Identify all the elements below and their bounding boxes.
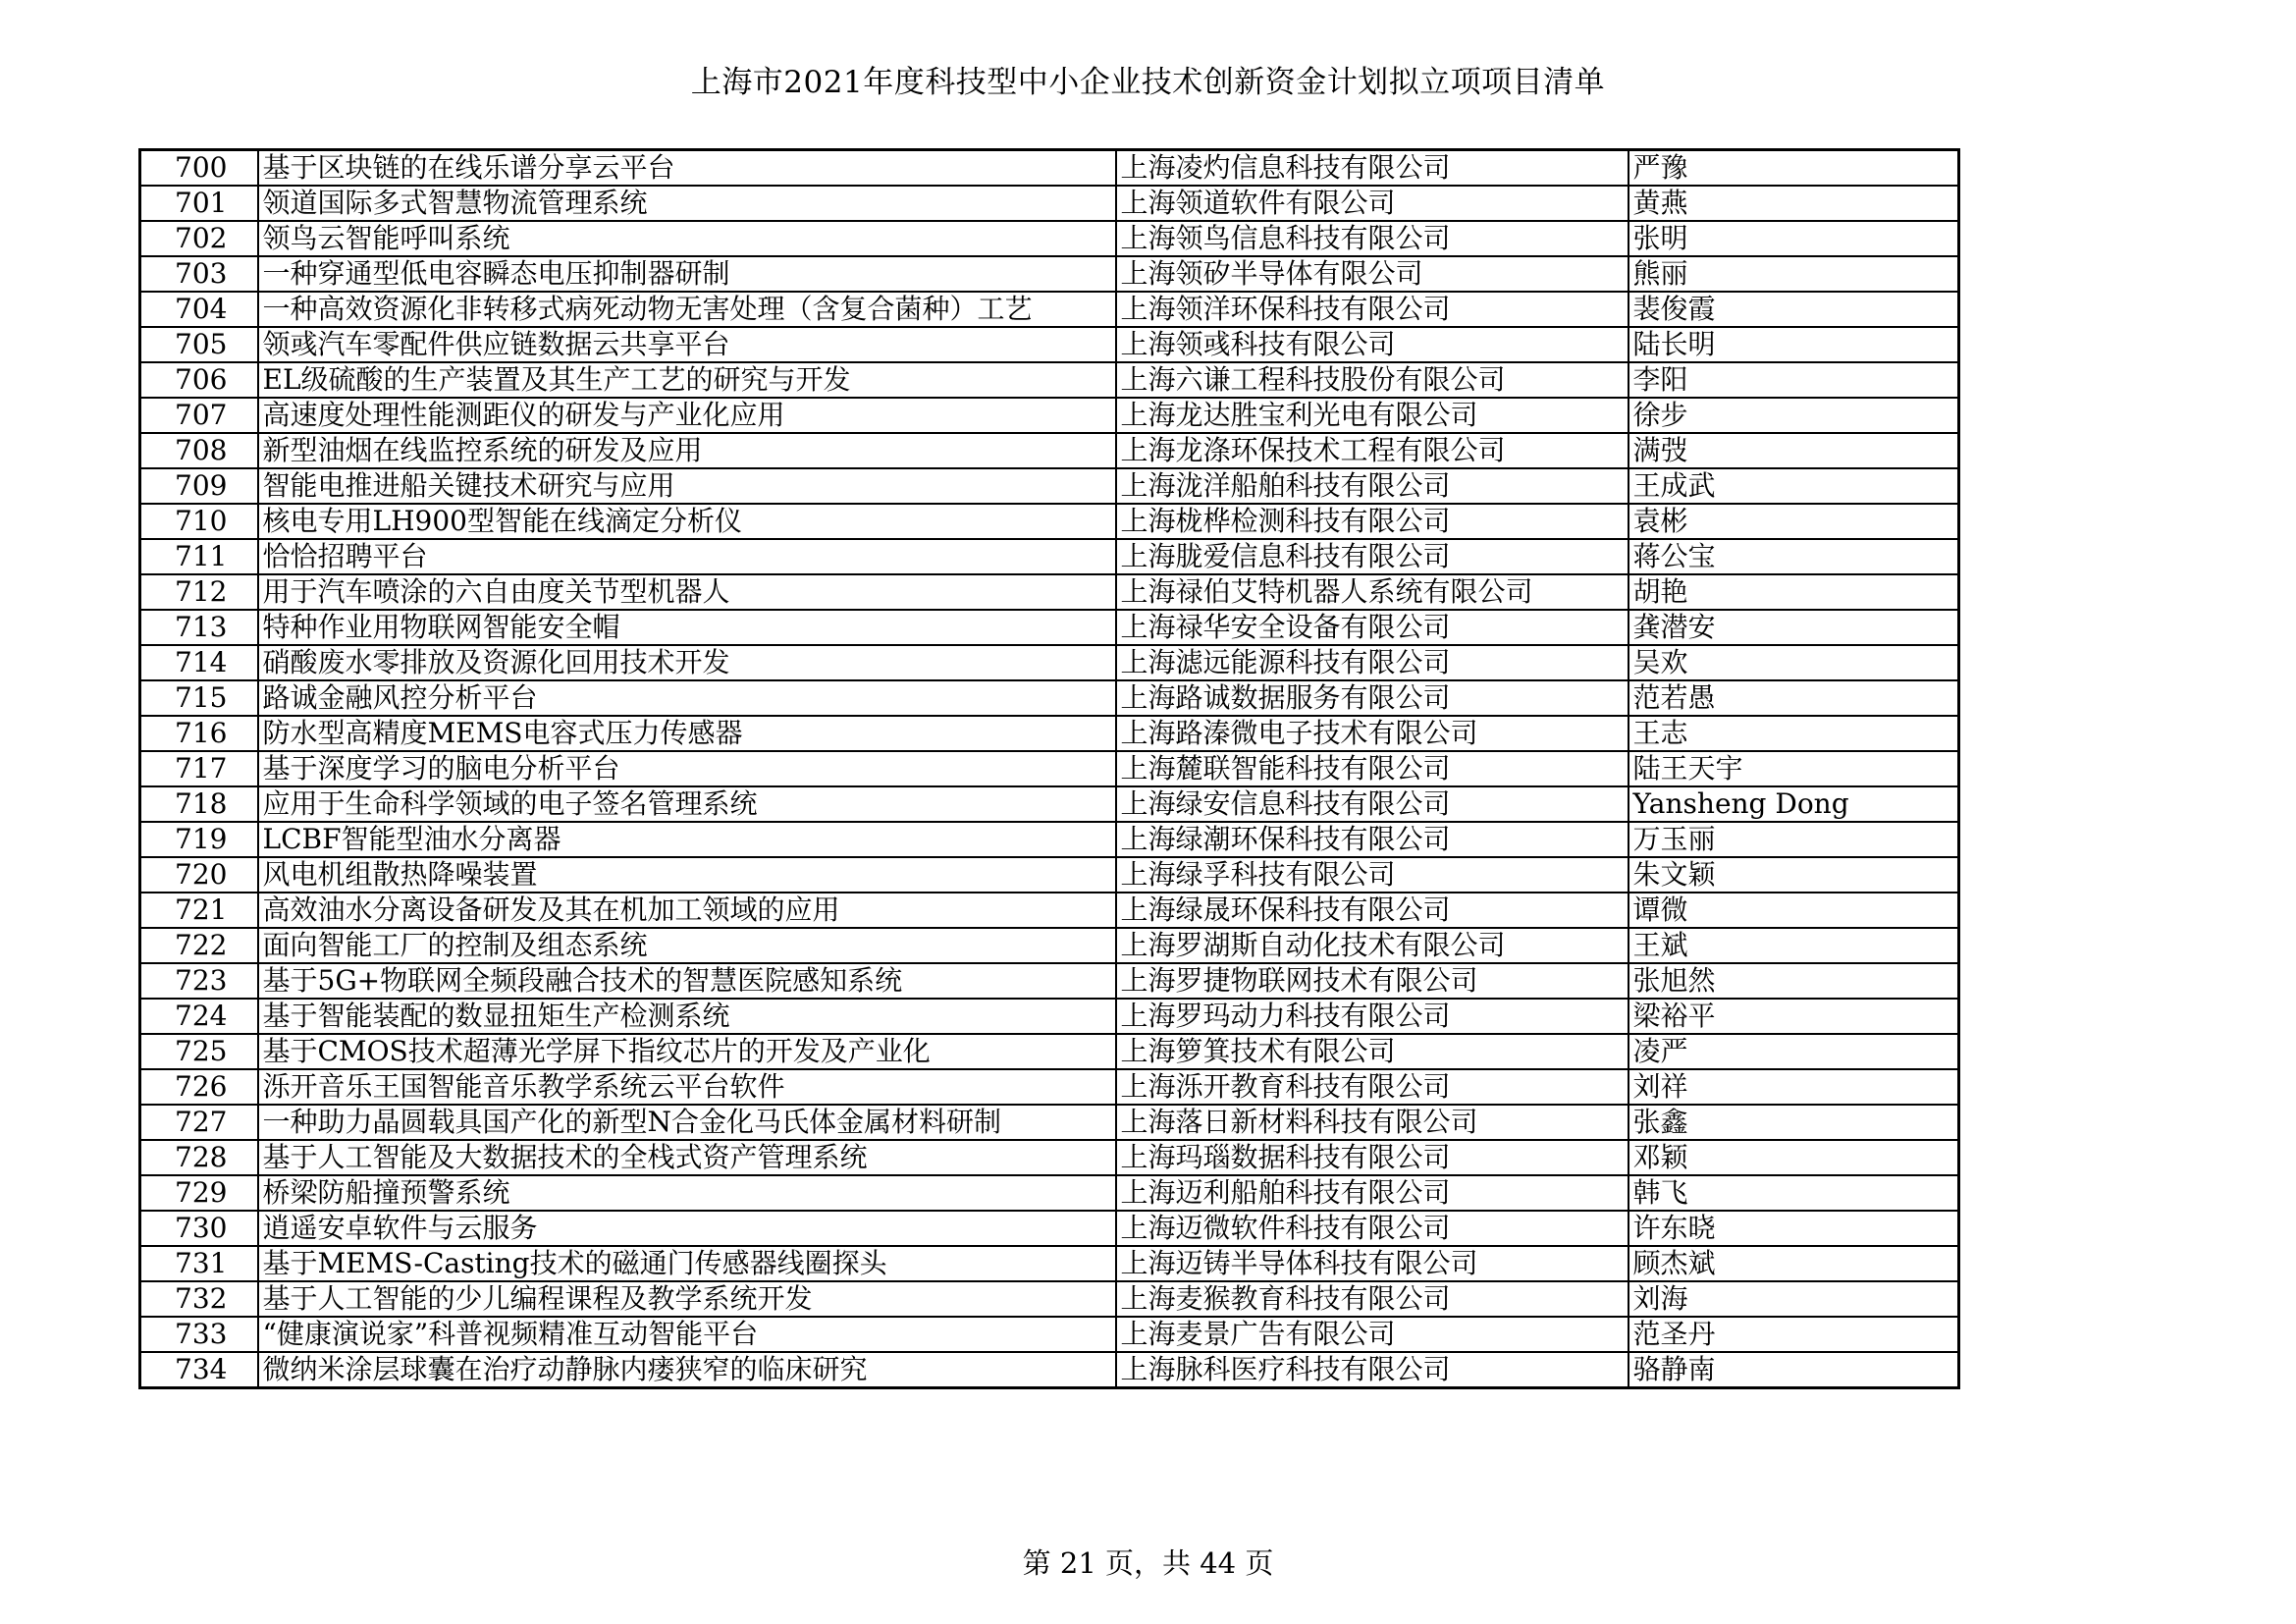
contact-person: 梁裕平 bbox=[1629, 999, 1959, 1034]
table-row bbox=[140, 1281, 1959, 1317]
contact-person: Yansheng Dong bbox=[1629, 786, 1959, 822]
company-name: 上海滤远能源科技有限公司 bbox=[1116, 645, 1629, 680]
project-name: 基于区块链的在线乐谱分享云平台 bbox=[258, 150, 1116, 187]
table-row bbox=[140, 786, 1959, 822]
table-row bbox=[140, 1069, 1959, 1105]
project-name: 恰恰招聘平台 bbox=[258, 539, 1116, 574]
project-name: 泺开音乐王国智能音乐教学系统云平台软件 bbox=[258, 1069, 1116, 1105]
row-number: 710 bbox=[140, 504, 258, 539]
company-name: 上海栊桦检测科技有限公司 bbox=[1116, 504, 1629, 539]
company-name: 上海泷洋船舶科技有限公司 bbox=[1116, 468, 1629, 504]
table-row bbox=[140, 574, 1959, 610]
contact-person: 陆王天宇 bbox=[1629, 751, 1959, 786]
project-name: 桥梁防船撞预警系统 bbox=[258, 1175, 1116, 1211]
company-name: 上海迈铸半导体科技有限公司 bbox=[1116, 1246, 1629, 1281]
row-number: 700 bbox=[140, 150, 258, 187]
contact-person: 刘海 bbox=[1629, 1281, 1959, 1317]
table-row bbox=[140, 504, 1959, 539]
project-name: 领道国际多式智慧物流管理系统 bbox=[258, 186, 1116, 221]
project-name: 逍遥安卓软件与云服务 bbox=[258, 1211, 1116, 1246]
table-row bbox=[140, 928, 1959, 963]
project-name: EL级硫酸的生产装置及其生产工艺的研究与开发 bbox=[258, 362, 1116, 398]
project-name: 面向智能工厂的控制及组态系统 bbox=[258, 928, 1116, 963]
contact-person: 严豫 bbox=[1629, 150, 1959, 187]
page-number: 第 21 页，共 44 页 bbox=[1022, 1546, 1274, 1580]
contact-person: 王斌 bbox=[1629, 928, 1959, 963]
company-name: 上海麓联智能科技有限公司 bbox=[1116, 751, 1629, 786]
row-number: 718 bbox=[140, 786, 258, 822]
project-name: 基于MEMS-Casting技术的磁通门传感器线圈探头 bbox=[258, 1246, 1116, 1281]
company-name: 上海罗湖斯自动化技术有限公司 bbox=[1116, 928, 1629, 963]
contact-person: 凌严 bbox=[1629, 1034, 1959, 1069]
company-name: 上海麦景广告有限公司 bbox=[1116, 1317, 1629, 1352]
contact-person: 王成武 bbox=[1629, 468, 1959, 504]
project-name: 微纳米涂层球囊在治疗动静脉内瘘狭窄的临床研究 bbox=[258, 1352, 1116, 1388]
company-name: 上海领彧科技有限公司 bbox=[1116, 327, 1629, 362]
row-number: 733 bbox=[140, 1317, 258, 1352]
contact-person: 裴俊霞 bbox=[1629, 292, 1959, 327]
company-name: 上海箩箕技术有限公司 bbox=[1116, 1034, 1629, 1069]
row-number: 725 bbox=[140, 1034, 258, 1069]
project-name: 特种作业用物联网智能安全帽 bbox=[258, 610, 1116, 645]
table-row bbox=[140, 468, 1959, 504]
row-number: 734 bbox=[140, 1352, 258, 1388]
row-number: 716 bbox=[140, 716, 258, 751]
table-row bbox=[140, 857, 1959, 893]
project-name: 高速度处理性能测距仪的研发与产业化应用 bbox=[258, 398, 1116, 433]
company-name: 上海禄华安全设备有限公司 bbox=[1116, 610, 1629, 645]
table-row bbox=[140, 645, 1959, 680]
table-row bbox=[140, 893, 1959, 928]
page-title: 上海市2021年度科技型中小企业技术创新资金计划拟立项项目清单 bbox=[690, 65, 1606, 100]
table-row bbox=[140, 362, 1959, 398]
table-row bbox=[140, 751, 1959, 786]
company-name: 上海罗玛动力科技有限公司 bbox=[1116, 999, 1629, 1034]
project-name: 用于汽车喷涂的六自由度关节型机器人 bbox=[258, 574, 1116, 610]
project-name: 高效油水分离设备研发及其在机加工领域的应用 bbox=[258, 893, 1116, 928]
row-number: 721 bbox=[140, 893, 258, 928]
row-number: 723 bbox=[140, 963, 258, 999]
project-name: 一种高效资源化非转移式病死动物无害处理（含复合菌种）工艺 bbox=[258, 292, 1116, 327]
row-number: 731 bbox=[140, 1246, 258, 1281]
project-name: 应用于生命科学领域的电子签名管理系统 bbox=[258, 786, 1116, 822]
company-name: 上海迈微软件科技有限公司 bbox=[1116, 1211, 1629, 1246]
company-name: 上海罗捷物联网技术有限公司 bbox=[1116, 963, 1629, 999]
company-name: 上海领道软件有限公司 bbox=[1116, 186, 1629, 221]
table-row bbox=[140, 1352, 1959, 1388]
project-name: 基于深度学习的脑电分析平台 bbox=[258, 751, 1116, 786]
row-number: 720 bbox=[140, 857, 258, 893]
row-number: 707 bbox=[140, 398, 258, 433]
row-number: 719 bbox=[140, 822, 258, 857]
contact-person: 张鑫 bbox=[1629, 1105, 1959, 1140]
table-row bbox=[140, 327, 1959, 362]
contact-person: 黄燕 bbox=[1629, 186, 1959, 221]
contact-person: 李阳 bbox=[1629, 362, 1959, 398]
project-name: 防水型高精度MEMS电容式压力传感器 bbox=[258, 716, 1116, 751]
table-row bbox=[140, 221, 1959, 256]
company-name: 上海胧爱信息科技有限公司 bbox=[1116, 539, 1629, 574]
table-row bbox=[140, 539, 1959, 574]
company-name: 上海凌灼信息科技有限公司 bbox=[1116, 150, 1629, 187]
row-number: 701 bbox=[140, 186, 258, 221]
table-row bbox=[140, 610, 1959, 645]
project-name: 一种穿通型低电容瞬态电压抑制器研制 bbox=[258, 256, 1116, 292]
company-name: 上海绿孚科技有限公司 bbox=[1116, 857, 1629, 893]
company-name: 上海迈利船舶科技有限公司 bbox=[1116, 1175, 1629, 1211]
project-name: 基于人工智能的少儿编程课程及教学系统开发 bbox=[258, 1281, 1116, 1317]
company-name: 上海落日新材料科技有限公司 bbox=[1116, 1105, 1629, 1140]
project-name: 基于5G+物联网全频段融合技术的智慧医院感知系统 bbox=[258, 963, 1116, 999]
project-name: 领鸟云智能呼叫系统 bbox=[258, 221, 1116, 256]
table-row bbox=[140, 1175, 1959, 1211]
table-row bbox=[140, 186, 1959, 221]
table-row bbox=[140, 963, 1959, 999]
row-number: 704 bbox=[140, 292, 258, 327]
project-name: 基于CMOS技术超薄光学屏下指纹芯片的开发及产业化 bbox=[258, 1034, 1116, 1069]
company-name: 上海绿安信息科技有限公司 bbox=[1116, 786, 1629, 822]
project-name: LCBF智能型油水分离器 bbox=[258, 822, 1116, 857]
company-name: 上海绿晟环保科技有限公司 bbox=[1116, 893, 1629, 928]
table-row bbox=[140, 1034, 1959, 1069]
row-number: 714 bbox=[140, 645, 258, 680]
project-name: 领彧汽车零配件供应链数据云共享平台 bbox=[258, 327, 1116, 362]
row-number: 713 bbox=[140, 610, 258, 645]
project-name: 路诚金融风控分析平台 bbox=[258, 680, 1116, 716]
row-number: 712 bbox=[140, 574, 258, 610]
contact-person: 谭微 bbox=[1629, 893, 1959, 928]
row-number: 717 bbox=[140, 751, 258, 786]
contact-person: 满弢 bbox=[1629, 433, 1959, 468]
company-name: 上海六谦工程科技股份有限公司 bbox=[1116, 362, 1629, 398]
project-name: 基于智能装配的数显扭矩生产检测系统 bbox=[258, 999, 1116, 1034]
row-number: 724 bbox=[140, 999, 258, 1034]
row-number: 705 bbox=[140, 327, 258, 362]
table-row bbox=[140, 999, 1959, 1034]
row-number: 711 bbox=[140, 539, 258, 574]
project-table-body bbox=[140, 150, 1959, 1388]
row-number: 729 bbox=[140, 1175, 258, 1211]
contact-person: 王志 bbox=[1629, 716, 1959, 751]
contact-person: 骆静南 bbox=[1629, 1352, 1959, 1388]
contact-person: 吴欢 bbox=[1629, 645, 1959, 680]
company-name: 上海玛瑙数据科技有限公司 bbox=[1116, 1140, 1629, 1175]
company-name: 上海脉科医疗科技有限公司 bbox=[1116, 1352, 1629, 1388]
table-row bbox=[140, 150, 1959, 187]
project-name: “健康演说家”科普视频精准互动智能平台 bbox=[258, 1317, 1116, 1352]
company-name: 上海领洋环保科技有限公司 bbox=[1116, 292, 1629, 327]
contact-person: 胡艳 bbox=[1629, 574, 1959, 610]
contact-person: 蒋公宝 bbox=[1629, 539, 1959, 574]
contact-person: 袁彬 bbox=[1629, 504, 1959, 539]
row-number: 706 bbox=[140, 362, 258, 398]
project-name: 一种助力晶圆载具国产化的新型N合金化马氏体金属材料研制 bbox=[258, 1105, 1116, 1140]
company-name: 上海领鸟信息科技有限公司 bbox=[1116, 221, 1629, 256]
contact-person: 龚潜安 bbox=[1629, 610, 1959, 645]
table-row bbox=[140, 1246, 1959, 1281]
table-row bbox=[140, 822, 1959, 857]
company-name: 上海龙涤环保技术工程有限公司 bbox=[1116, 433, 1629, 468]
row-number: 727 bbox=[140, 1105, 258, 1140]
contact-person: 邓颖 bbox=[1629, 1140, 1959, 1175]
contact-person: 万玉丽 bbox=[1629, 822, 1959, 857]
row-number: 703 bbox=[140, 256, 258, 292]
contact-person: 范若愚 bbox=[1629, 680, 1959, 716]
project-name: 基于人工智能及大数据技术的全栈式资产管理系统 bbox=[258, 1140, 1116, 1175]
row-number: 730 bbox=[140, 1211, 258, 1246]
row-number: 732 bbox=[140, 1281, 258, 1317]
row-number: 715 bbox=[140, 680, 258, 716]
table-row bbox=[140, 1140, 1959, 1175]
project-name: 核电专用LH900型智能在线滴定分析仪 bbox=[258, 504, 1116, 539]
company-name: 上海路溱微电子技术有限公司 bbox=[1116, 716, 1629, 751]
project-table bbox=[138, 148, 1960, 1389]
company-name: 上海绿潮环保科技有限公司 bbox=[1116, 822, 1629, 857]
contact-person: 张旭然 bbox=[1629, 963, 1959, 999]
project-name: 新型油烟在线监控系统的研发及应用 bbox=[258, 433, 1116, 468]
row-number: 726 bbox=[140, 1069, 258, 1105]
company-name: 上海龙达胜宝利光电有限公司 bbox=[1116, 398, 1629, 433]
table-row bbox=[140, 1211, 1959, 1246]
table-row bbox=[140, 433, 1959, 468]
company-name: 上海路诚数据服务有限公司 bbox=[1116, 680, 1629, 716]
table-row bbox=[140, 716, 1959, 751]
row-number: 708 bbox=[140, 433, 258, 468]
contact-person: 张明 bbox=[1629, 221, 1959, 256]
project-name: 硝酸废水零排放及资源化回用技术开发 bbox=[258, 645, 1116, 680]
contact-person: 陆长明 bbox=[1629, 327, 1959, 362]
company-name: 上海禄伯艾特机器人系统有限公司 bbox=[1116, 574, 1629, 610]
project-name: 风电机组散热降噪装置 bbox=[258, 857, 1116, 893]
contact-person: 熊丽 bbox=[1629, 256, 1959, 292]
table-row bbox=[140, 292, 1959, 327]
contact-person: 顾杰斌 bbox=[1629, 1246, 1959, 1281]
table-row bbox=[140, 1317, 1959, 1352]
contact-person: 刘祥 bbox=[1629, 1069, 1959, 1105]
contact-person: 韩飞 bbox=[1629, 1175, 1959, 1211]
table-row bbox=[140, 1105, 1959, 1140]
table-row bbox=[140, 256, 1959, 292]
contact-person: 许东晓 bbox=[1629, 1211, 1959, 1246]
row-number: 702 bbox=[140, 221, 258, 256]
contact-person: 朱文颖 bbox=[1629, 857, 1959, 893]
contact-person: 徐步 bbox=[1629, 398, 1959, 433]
company-name: 上海领矽半导体有限公司 bbox=[1116, 256, 1629, 292]
table-row bbox=[140, 680, 1959, 716]
row-number: 709 bbox=[140, 468, 258, 504]
contact-person: 范圣丹 bbox=[1629, 1317, 1959, 1352]
row-number: 722 bbox=[140, 928, 258, 963]
table-row bbox=[140, 398, 1959, 433]
company-name: 上海麦猴教育科技有限公司 bbox=[1116, 1281, 1629, 1317]
project-name: 智能电推进船关键技术研究与应用 bbox=[258, 468, 1116, 504]
row-number: 728 bbox=[140, 1140, 258, 1175]
company-name: 上海泺开教育科技有限公司 bbox=[1116, 1069, 1629, 1105]
